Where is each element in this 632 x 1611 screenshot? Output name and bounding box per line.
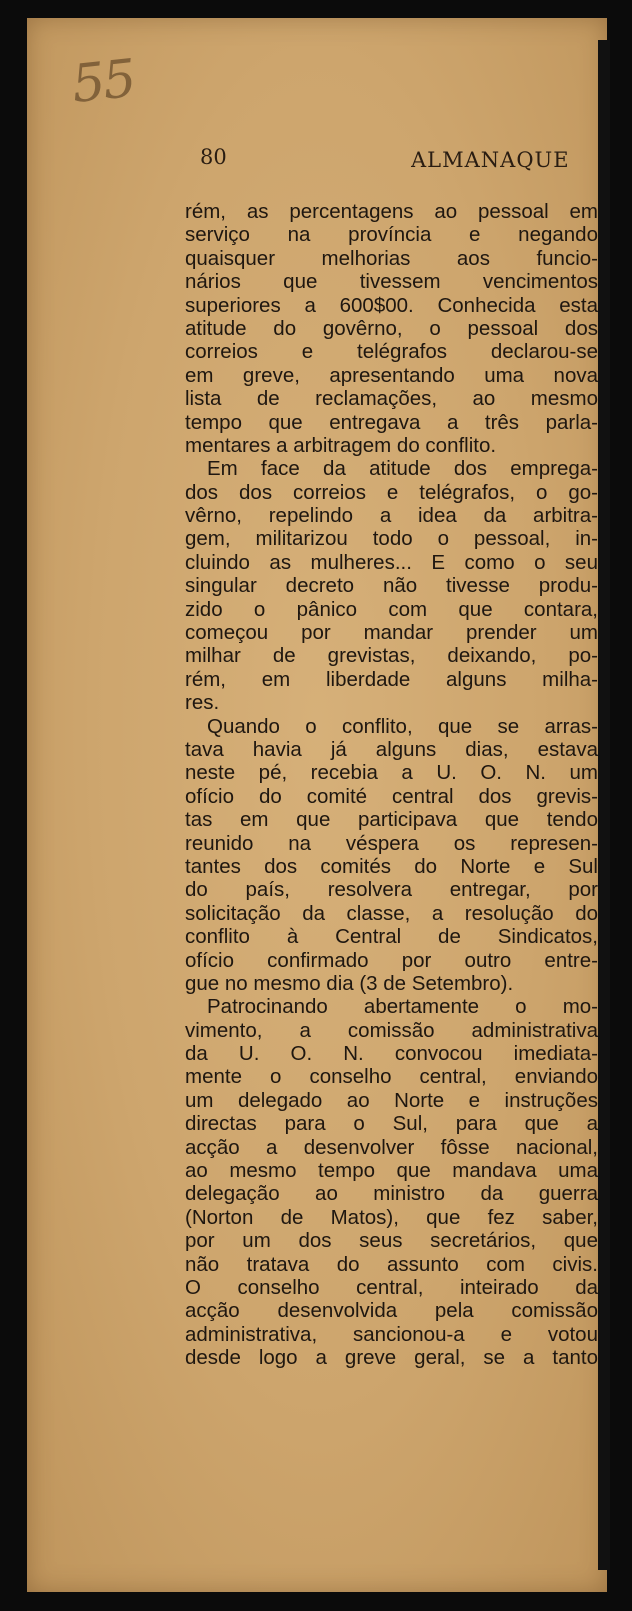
text-line: ofício confirmado por outro entre- — [185, 948, 598, 972]
text-line: tava havia já alguns dias, estava — [185, 737, 598, 761]
handwritten-mark: 55 — [69, 48, 138, 116]
text-line: vimento, a comissão administrativa — [185, 1018, 598, 1042]
text-line: da U. O. N. convocou imediata- — [185, 1042, 598, 1066]
text-line: res. — [185, 691, 220, 715]
text-line: mente o conselho central, enviando — [185, 1065, 598, 1089]
text-line: rém, as percentagens ao pessoal em — [185, 200, 598, 223]
text-line: em greve, apresentando uma nova — [185, 363, 598, 387]
text-line: Em face da atitude dos emprega- — [207, 457, 598, 481]
text-line: singular decreto não tivesse produ- — [185, 574, 598, 598]
text-line: gue no mesmo dia (3 de Setembro). — [185, 971, 514, 995]
text-line: quaisquer melhorias aos funcio- — [185, 246, 598, 270]
text-line: atitude do govêrno, o pessoal dos — [185, 316, 598, 340]
text-line: tantes dos comités do Norte e Sul — [185, 854, 598, 878]
text-line: dos dos correios e telégrafos, o go- — [185, 480, 598, 504]
text-line: acção a desenvolver fôsse nacional, — [185, 1135, 598, 1159]
right-border-strip — [598, 40, 610, 1570]
text-line: directas para o Sul, para que a — [185, 1112, 598, 1136]
page-number: 80 — [200, 145, 227, 169]
text-line: tas em que participava que tendo — [185, 808, 598, 832]
text-line: lista de reclamações, ao mesmo — [185, 387, 598, 411]
text-line: mentares a arbitragem do conflito. — [185, 433, 497, 457]
text-line: não tratava do assunto com civis. — [185, 1252, 598, 1276]
running-title: ALMANAQUE — [411, 148, 570, 172]
text-line: administrativa, sancionou-a e votou — [185, 1322, 598, 1346]
text-line: delegação ao ministro da guerra — [185, 1182, 598, 1206]
article-body — [185, 200, 598, 1400]
text-line: Patrocinando abertamente o mo- — [207, 995, 598, 1019]
text-line: neste pé, recebia a U. O. N. um — [185, 761, 598, 785]
text-line: superiores a 600$00. Conhecida esta — [185, 293, 598, 317]
text-line: ofício do comité central dos grevis- — [185, 784, 598, 808]
text-line: começou por mandar prender um — [185, 621, 598, 645]
text-line: desde logo a greve geral, se a tanto — [185, 1346, 598, 1370]
text-line: solicitação da classe, a resolução do — [185, 901, 598, 925]
text-line: correios e telégrafos declarou-se — [185, 340, 598, 364]
text-line: milhar de grevistas, deixando, po- — [185, 644, 598, 668]
text-line: serviço na província e negando — [185, 223, 598, 247]
text-line: (Norton de Matos), que fez saber, — [185, 1205, 598, 1229]
text-line: gem, militarizou todo o pessoal, in- — [185, 527, 598, 551]
text-line: cluindo as mulheres... E como o seu — [185, 550, 598, 574]
text-line: tempo que entregava a três parla- — [185, 410, 598, 434]
text-line: do país, resolvera entregar, por — [185, 878, 598, 902]
text-line: vêrno, repelindo a idea da arbitra- — [185, 504, 598, 528]
text-line: ao mesmo tempo que mandava uma — [185, 1159, 598, 1183]
text-line: reunido na véspera os represen- — [185, 831, 598, 855]
text-line: O conselho central, inteirado da — [185, 1275, 598, 1299]
text-line: acção desenvolvida pela comissão — [185, 1299, 598, 1323]
text-line: zido o pânico com que contara, — [185, 597, 598, 621]
text-line: rém, em liberdade alguns milha- — [185, 667, 598, 691]
text-line: conflito à Central de Sindicatos, — [185, 925, 598, 949]
text-line: Quando o conflito, que se arras- — [207, 714, 598, 738]
text-line: um delegado ao Norte e instruções — [185, 1088, 598, 1112]
text-line: por um dos seus secretários, que — [185, 1229, 598, 1253]
text-line: nários que tivessem vencimentos — [185, 270, 598, 294]
